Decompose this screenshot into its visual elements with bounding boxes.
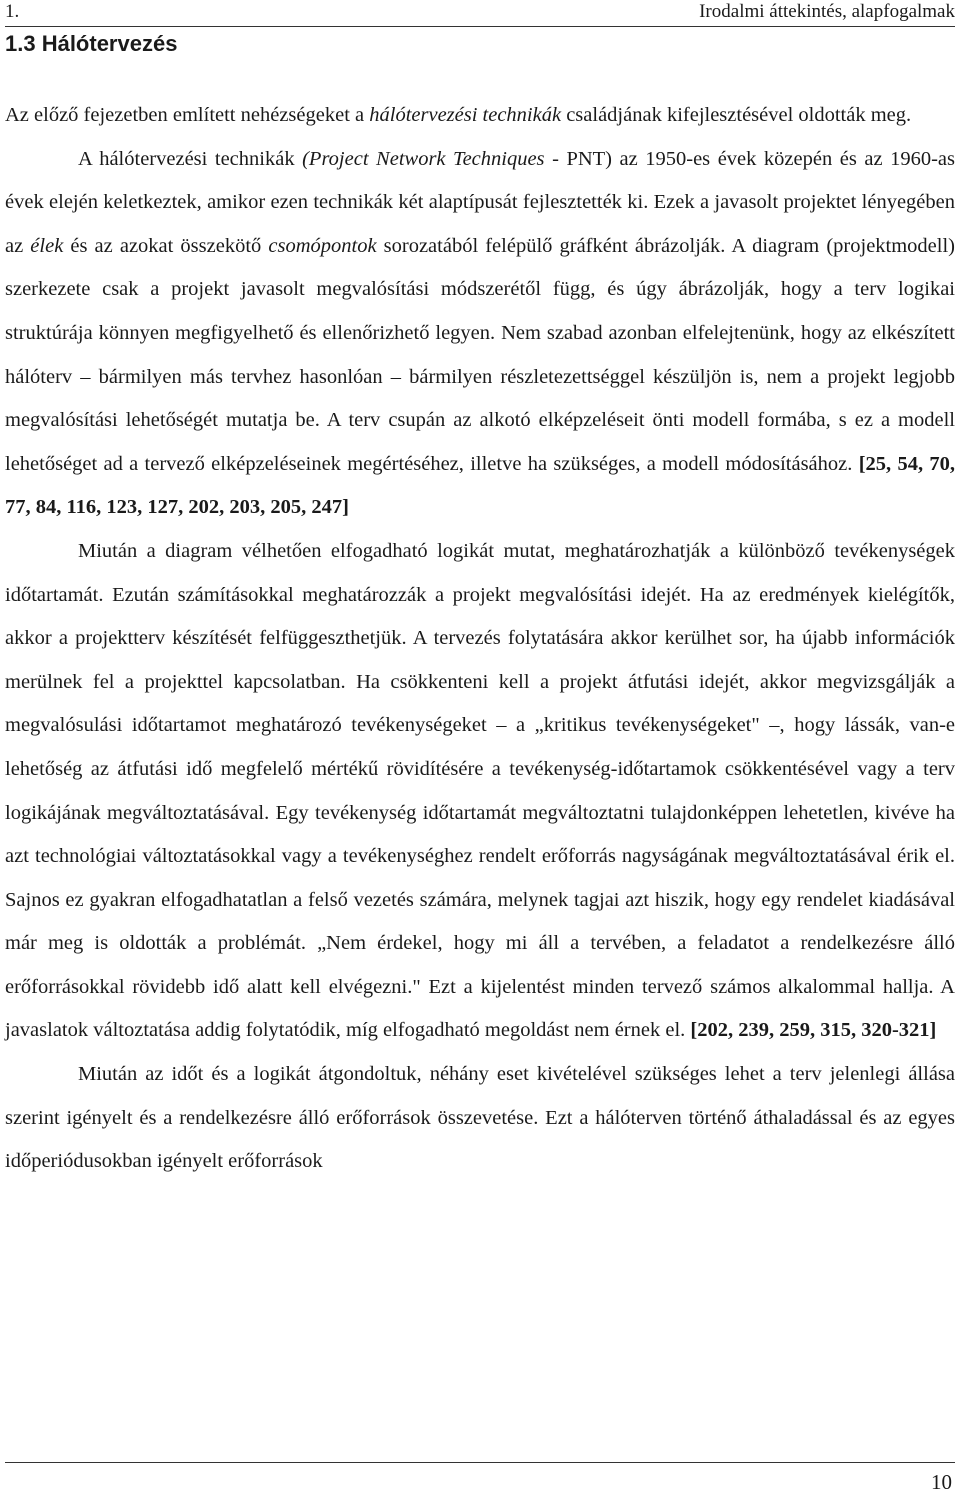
header-chapter-number: 1. (5, 1, 20, 22)
paragraph-2-text-d: sorozatából felépülő gráfként ábrázolják. A diagram (projektmodell) szerkezete csak a projekt javasolt megvalósítási módszerétől függ, és úgy ábrázolják, hogy a terv logikai struktúrája könnyen megfigyelhető és ellenőrizhető legyen. Nem szabad azonban elfelejtenünk, hogy az elkészített hálóterv – bármilyen más tervhez hasonlóan – bármilyen részletezettséggel készüljön is, nem a projekt legjobb megvalósítási lehetőségét mutatja be. A terv csupán az alkotó elképzeléseit önti modell formába, s ez a modell lehetőséget ad a tervező elképzeléseinek megértéséhez, illetve ha szükséges, a modell módosításához. (5, 234, 955, 475)
paragraph-1 (5, 94, 955, 138)
footer-divider (5, 1462, 955, 1463)
paragraph-3 (5, 530, 955, 1053)
paragraph-2 (5, 138, 955, 530)
paragraph-2-text-c: és az azokat összekötő (63, 234, 269, 257)
paragraph-3-text: Miután a diagram vélhetően elfogadható logikát mutat, meghatározhatják a különböző tevékenységek időtartamát. Ezután számításokkal meghatározzák a projekt megvalósítási idejét. Ha az eredmények kielégítők, akkor a projektterv készítését felfüggeszthetjük. A tervezés folytatására akkor kerülhet sor, ha újabb információk merülnek fel a projekttel kapcsolatban. Ha csökkenteni kell a projekt átfutási idejét, akkor megvizsgálják a megvalósulási időtartamot meghatározó tevékenységeket – a „kritikus tevékenységeket" –, hogy lássák, van-e lehetőség az átfutási idő megfelelő mértékű rövidítésére a tevékenység-időtartamok csökkentésével vagy a terv logikájának megváltoztatásával. Egy tevékenység időtartamát megváltoztatni tulajdonképpen lehetetlen, kivéve ha azt technológiai változtatásokkal vagy a tevékenységhez rendelt erőforrás nagyságának megváltoztatásával érik el. Sajnos ez gyakran elfogadhatatlan a felső vezetés számára, melynek tagjai azt hiszik, hogy egy rendelet kiadásával már meg is oldották a problémát. „Nem érdekel, hogy mi áll a tervében, a feladatot a rendelkezésre álló erőforrásokkal rövidebb idő alatt kell elvégezni." Ezt a kijelentést minden tervező számos alkalommal hallja. A javaslatok változtatása addig folytatódik, míg elfogadható megoldást nem érnek el. (5, 539, 955, 1042)
running-header (5, 0, 955, 27)
paragraph-4 (5, 1053, 955, 1184)
paragraph-2-emphasis-pnt: (Project Network Techniques (302, 147, 545, 170)
paragraph-2-text-b: - PNT) az 1950-es évek közepén és az 1960-as évek elején keletkeztek, amikor ezen technikák két alaptípusát fejlesztették ki. Ezek a javasolt projektet lényegében az (5, 147, 956, 257)
paragraph-2-text: A hálótervezési technikák (78, 147, 303, 170)
paragraph-4-text: Miután az időt és a logikát átgondoltuk, néhány eset kivételével szükséges lehet a terv jelenlegi állása szerint igényelt és a rendelkezésre álló erőforrások összevetése. Ezt a hálóterven történő áthaladással és az egyes időperiódusokban igényelt erőforrások (5, 1063, 955, 1173)
header-chapter-title: Irodalmi áttekintés, alapfogalmak (699, 1, 955, 22)
paragraph-2-emphasis-elek: élek (30, 234, 64, 257)
paragraph-1-text-end: családjának kifejlesztésével oldották meg. (561, 104, 912, 126)
paragraph-3-citation: [202, 239, 259, 315, 320-321] (690, 1019, 937, 1042)
section-title: 1.3 Hálótervezés (5, 31, 178, 56)
body-text (5, 94, 955, 1184)
page-number: 10 (931, 1470, 952, 1494)
paragraph-1-text: Az előző fejezetben említett nehézségeket a (5, 104, 370, 126)
paragraph-1-emphasis: hálótervezési technikák (369, 104, 562, 126)
paragraph-2-citation: [25, 54, 70, 77, 84, 116, 123, 127, 202, 203, 205, 247] (5, 452, 955, 519)
paragraph-2-emphasis-csomopontok: csomópontok (268, 234, 377, 257)
